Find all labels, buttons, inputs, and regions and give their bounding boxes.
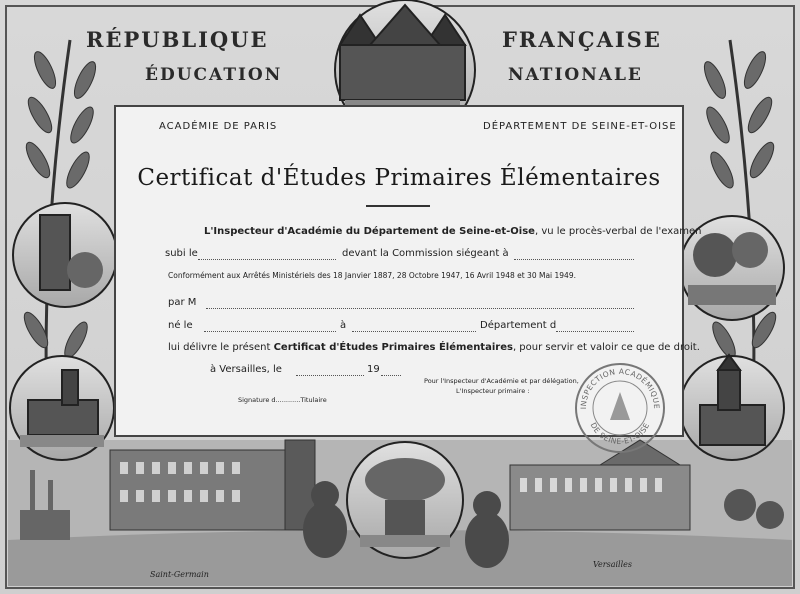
official-stamp-icon <box>572 360 668 456</box>
year-prefix: 19 <box>367 364 380 375</box>
birth-date-field[interactable] <box>204 331 336 332</box>
subi-label: subi le <box>165 248 198 259</box>
header-education: ÉDUCATION <box>145 65 283 85</box>
delivre-line <box>168 342 700 353</box>
departement-label: DÉPARTEMENT DE SEINE-ET-OISE <box>483 121 677 132</box>
candidate-name-field[interactable] <box>206 308 634 309</box>
versailles-label: à Versailles, le <box>210 364 282 375</box>
delivre-bold: Certificat d'Études Primaires Élémentaires <box>273 342 513 353</box>
inspecteur-delegation-label: Pour l'Inspecteur d'Académie et par délégation, <box>424 377 579 385</box>
header-republique: RÉPUBLIQUE <box>86 27 269 52</box>
inspecteur-primaire-label: L'Inspecteur primaire : <box>456 387 530 395</box>
ne-label: né le <box>168 320 193 331</box>
academie-label: ACADÉMIE DE PARIS <box>159 121 278 132</box>
svg-text:DE SEINE-ET-OISE <box>589 421 652 446</box>
dept-label: Département d <box>480 320 557 331</box>
signature-label: Signature d............Titulaire <box>238 396 327 404</box>
conforme-line: Conformément aux Arrêtés Ministériels des 18 Janvier 1887, 28 Octobre 1947, 16 Avril 1948 et 30 Mai 1949. <box>168 271 576 280</box>
commission-location-field[interactable] <box>514 259 634 260</box>
issue-date-field[interactable] <box>296 375 364 376</box>
stamp-bottom-text: DE SEINE-ET-OISE <box>588 421 652 447</box>
medallion-park-bottom <box>347 442 463 558</box>
inspecteur-bold: L'Inspecteur d'Académie du Département de Seine-et-Oise <box>204 226 535 237</box>
a-label: à <box>340 320 347 331</box>
delivre-b: , pour servir et valoir ce que de droit. <box>512 342 700 353</box>
caption-versailles: Versailles <box>593 560 632 569</box>
inspecteur-line <box>204 226 702 237</box>
medallion-church-right <box>680 355 784 460</box>
inspecteur-rest: , vu le procès-verbal de l'examen <box>534 226 702 237</box>
caption-st-germain: Saint-Germain <box>150 570 209 579</box>
title-divider <box>366 205 430 207</box>
devant-label: devant la Commission siégeant à <box>342 248 509 259</box>
par-label: par M <box>168 297 197 308</box>
birth-department-field[interactable] <box>556 331 634 332</box>
header-francaise: FRANÇAISE <box>502 27 662 52</box>
certificate-title: Certificat d'Études Primaires Élémentaires <box>137 165 661 191</box>
issue-year-field[interactable] <box>381 375 401 376</box>
medallion-cathedral-left <box>10 356 114 460</box>
header-nationale: NATIONALE <box>508 65 643 85</box>
stamp-top-text: INSPECTION ACADÉMIQUE <box>578 366 662 410</box>
delivre-a: lui délivre le présent <box>168 342 274 353</box>
birth-place-field[interactable] <box>352 331 476 332</box>
subi-date-field[interactable] <box>198 259 336 260</box>
medallion-tower-left <box>13 203 117 307</box>
